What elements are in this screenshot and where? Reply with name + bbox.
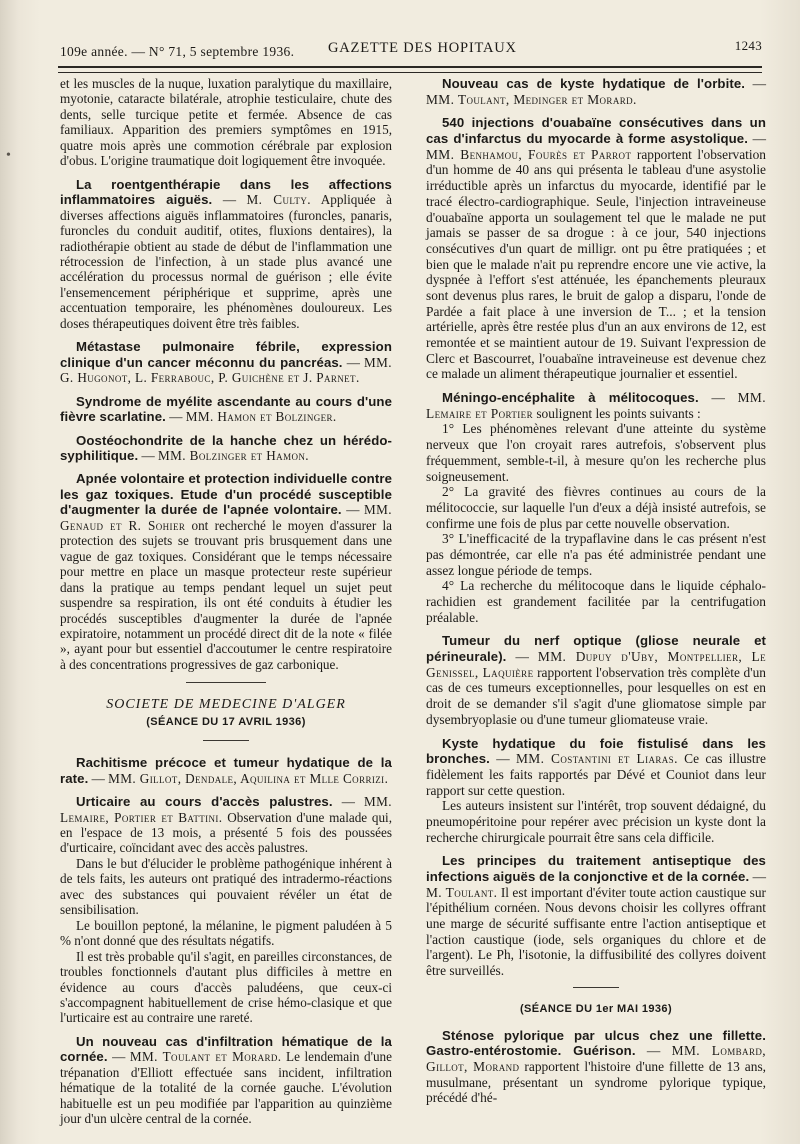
article: Métastase pulmonaire fébrile, expression clinique d'un cancer méconnu du pancréas. — MM. G. Hugonot, L. Ferrabouc, P. Guichène et J. Parnet. (60, 339, 392, 386)
article-author: MM. Genaud et R. Sohier (60, 502, 392, 533)
article-author: MM. Bolzinger et Hamon. (158, 447, 309, 463)
paragraph: et les muscles de la nuque, luxation paralytique du maxillaire, myotonie, cataracte bilatérale, atrophie testiculaire, chute des dents, selle turcique petite et fermée. Absence de cas familiaux. Apparition des premiers symptômes en 1915, quatre mois après une commotion cérébrale par explosion d'obus. L'origine traumatique doit logiquement être invoquée. (60, 76, 392, 169)
article-title: Rachitisme précoce et tumeur hydatique de la rate. (60, 755, 392, 786)
article: Kyste hydatique du foie fistulisé dans les bronches. — MM. Costantini et Liaras. Ce cas illustre fidèlement les faits rapportés par Dévé et Couniot dans leur rapport sur cette question. (426, 735, 766, 798)
margin-mark: • (6, 148, 11, 163)
article-text: rapportent l'observation d'un homme de 40 ans qui présenta le tableau d'une asystolie irréductible après un infarctus du myocarde, identifié par le tracé électro-cardiographique. Seule, l'injection intraveineuse d'ouabaïne apporta un soulagement tel que le malade ne put jamais se passer de sa drogue : à ce jour, 540 injections consécutives d'un quart de milligr. ont pu être pratiquées ; et bien que le malade n'ait pu reprendre encore une vie active, la dyspnée à l'effort s'est atténuée, les épanchements pleuraux sont devenus plus rares, le bruit de galop a disparu, l'onde de Pardée a fait place à une inversion de T... ; et la tension artérielle, après être restée plus d'un an aux environs de 12, est remontée et se maintient autour de 19. Suivant l'expression de Clerc et Bascourret, l'ouabaïne intraveineuse est devenue chez ce malade un aliment thérapeutique journalier et essentiel. (426, 146, 766, 382)
article-title: 540 injections d'ouabaïne consécutives dans un cas d'infarctus du myocarde à forme asystolique. (426, 115, 766, 147)
article-text: soulignent les points suivants : (536, 405, 701, 421)
page-header (60, 38, 762, 62)
article-title: Sténose pylorique par ulcus chez une fillette. Gastro-entérostomie. Guérison. (426, 1027, 766, 1059)
article: Un nouveau cas d'infiltration hématique de la cornée. — MM. Toulant et Morard. Le lendemain d'une trépanation d'Elliott effectuée sans incident, infiltration hématique de la totalité de la cornée gauche. L'évolution habituelle est un peu modifiée par l'apparition au quinzième jour d'un ulcère central de la cornée. (60, 1033, 392, 1127)
article-title: Tumeur du nerf optique (gliose neurale et périneurale). (426, 633, 766, 665)
article-text: Appliquée à diverses affections aiguës inflammatoires (furoncles, panaris, furoncles du conduit auditif, otites, fluxions dentaires), la radiothérapie obtient au stade de début de l'inflammation une rétrocession de l'infection, à un stade plus avancé une accélération du processus normal de guérison ; elle évite l'ensemencement périphérique et supprime, après une accentuation temporaire, les phénomènes douloureux. Les doses thérapeutiques doivent être très faibles. (60, 192, 392, 331)
article-title: Un nouveau cas d'infiltration hématique de la cornée. (60, 1033, 392, 1065)
right-column (426, 76, 766, 1114)
article: Syndrome de myélite ascendante au cours d'une fièvre scarlatine. — MM. Hamon et Bolzinger. (60, 393, 392, 425)
article-author: MM. Hamon et Bolzinger. (185, 409, 337, 425)
article-text: ont recherché le moyen d'assurer la protection des sujets se trouvant pris brusquement dans une vague de gaz toxiques. Considérant que le temps nécessaire pour mettre en place un masque protecteur reste supérieur dans la pratique au temps pendant lequel un sujet peut suspendre sa respiration, ils ont été conduits à étudier les procédés susceptibles d'augmenter la durée de l'apnée expiratoire, notamment un procédé direct dit de la note « filée », ayant pour but essentiel d'accoutumer le centre respiratoire à des concentrations progressives de gaz carbonique. (60, 517, 392, 672)
article-author: MM. Lemaire et Portier (426, 390, 766, 421)
article-title: Métastase pulmonaire fébrile, expression clinique d'un cancer méconnu du pancréas. (60, 339, 392, 370)
article-author: MM. Lombard, Gillot, Morand (426, 1043, 766, 1074)
header-rule (58, 66, 762, 73)
issue-line: 109e année. — N° 71, 5 septembre 1936. (60, 44, 295, 59)
session-date: (SÉANCE DU 1er MAI 1936) (519, 1002, 673, 1015)
article-title: Urticaire au cours d'accès palustres. (76, 794, 333, 810)
society-title: SOCIETE DE MEDECINE D'ALGER (106, 697, 346, 713)
article-title: Kyste hydatique du foie fistulisé dans les bronches. (426, 735, 766, 767)
article: Apnée volontaire et protection individuelle contre les gaz toxiques. Etude d'un procédé susceptible d'augmenter la durée de l'apnée volontaire. — MM. Genaud et R. Sohier ont recherché le moyen d'assurer la protection des sujets se trouvant pris brusquement dans une vague de gaz toxiques. Considérant que le temps nécessaire pour mettre en place un masque protecteur reste supérieur dans la pratique au temps pendant lequel un sujet peut suspendre sa respiration, ils ont été conduits à étudier les procédés susceptibles d'augmenter la durée de l'apnée expiratoire, notamment un procédé direct dit de la note « filée », ayant pour but essentiel d'accoutumer le centre respiratoire à des concentrations progressives de gaz carbonique. (60, 471, 392, 672)
article: Les principes du traitement antiseptique des infections aiguës de la conjonctive et de la cornée. — M. Toulant. Il est important d'éviter toute action caustique sur l'épithélium cornéen. Nous devons choisir les collyres offrant une marge de sécurité suffisante entre l'action antiseptique et l'action caustique (iode, sels organiques du chlore et de l'argent). Le Ph, l'isotonie, la diffusibilité des collyres doivent être surveillés. (426, 853, 767, 979)
article-text: Il est important d'éviter toute action caustique sur l'épithélium cornéen. Nous devons choisir les collyres offrant une marge de sécurité suffisante entre l'action antiseptique et l'action caustique (iode, sels organiques du chlore et de l'argent). Le Ph, l'isotonie, la diffusibilité des collyres doivent être surveillés. (426, 884, 766, 979)
article-title: Apnée volontaire et protection individuelle contre les gaz toxiques. Etude d'un procédé susceptible d'augmenter la durée de l'apnée volontaire. (60, 471, 392, 518)
article-text: Ce cas illustre fidèlement les faits rapportés par Dévé et Couniot dans leur rapport sur cette question. (426, 751, 766, 798)
article-text: Le lendemain d'une trépanation d'Elliott effectuée sans incident, infiltration hématique de la totalité de la cornée gauche. L'évolution habituelle est un peu modifiée par l'apparition au quinzième jour d'un ulcère central de la cornée. (60, 1049, 392, 1127)
article-author: MM. G. Hugonot, L. Ferrabouc, P. Guichène et J. Parnet. (60, 354, 392, 386)
article: Méningo-encéphalite à mélitocoques. — MM. Lemaire et Portier soulignent les points suivants : (426, 390, 766, 421)
article-text: rapportent l'observation très complète d'un cas de ces tumeurs exceptionnelles, pour lesquelles on est en droit de se demander s'il s'agit d'une gliomatose simple par dysembryoplasie ou d'une tumeur gliomateuse vraie. (426, 664, 766, 727)
article-title: Nouveau cas de kyste hydatique de l'orbite. (442, 76, 746, 91)
article: Urticaire au cours d'accès palustres. — MM. Lemaire, Portier et Battini. Observation d'une malade qui, en l'espace de 13 mois, a présenté 5 fois des poussées d'urticaire, coïncidant avec des accès palustres. (60, 794, 392, 856)
article-author: MM. Toulant et Morard. (129, 1049, 282, 1065)
article: Nouveau cas de kyste hydatique de l'orbite. — MM. Toulant, Medinger et Morard. (426, 76, 766, 107)
list-item: 1° Les phénomènes relevant d'une atteinte du système nerveux que l'on croyait rares autrefois, s'observent plus fréquemment, semble-t-il, à mesure qu'on les recherche plus soigneusement. (426, 421, 766, 484)
list-item: 3° L'inefficacité de la trypaflavine dans le cas présent n'est pas démontrée, car elle n'a pas été administrée pendant une assez longue période de temps. (426, 531, 766, 578)
article: 540 injections d'ouabaïne consécutives dans un cas d'infarctus du myocarde à forme asystolique. — MM. Benhamou, Fourès et Parrot rapportent l'observation d'un homme de 40 ans qui présenta le tableau d'une asystolie irréductible après un infarctus du myocarde, identifié par le tracé électro-cardiographique. Seule, l'injection intraveineuse d'ouabaïne apporta un soulagement tel que le malade ne put jamais se passer de sa drogue : à ce jour, 540 injections consécutives d'un quart de milligr. ont pu être pratiquées ; et bien que le malade n'ait pu reprendre encore une vie active, la dyspnée à l'effort s'est atténuée, les épanchements pleuraux sont devenus plus rares, le bruit de galop a disparu, l'onde de Pardée a fait place à une inversion de T... ; et la tension artérielle, après être restée plus d'un an aux environs de 12, est remontée et se maintient autour de 19. Suivant l'expression de Clerc et Bascourret, l'ouabaïne intraveineuse est devenue chez ce malade un aliment thérapeutique journalier et essentiel. (426, 115, 766, 382)
paragraph: Dans le but d'élucider le problème pathogénique inhérent à de tels faits, les auteurs ont pratiqué des intradermo-réactions avec des substances qui pouvaient révéler un état de sensibilisation. (60, 855, 392, 918)
article: Tumeur du nerf optique (gliose neurale et périneurale). — MM. Dupuy d'Uby, Montpellier, Le Genissel, Laquière rapportent l'observation très complète d'un cas de ces tumeurs exceptionnelles, pour lesquelles on est en droit de se demander s'il s'agit d'une gliomatose simple par dysembryoplasie ou d'une tumeur gliomateuse vraie. (426, 633, 766, 727)
article-title: Oostéochondrite de la hanche chez un hérédo-syphilitique. (60, 432, 392, 463)
section-divider (203, 740, 249, 741)
article-title: Méningo-encéphalite à mélitocoques. (442, 390, 699, 406)
section-divider (186, 682, 266, 683)
article-author: MM. Dupuy d'Uby, Montpellier, Le Genissel, Laquière (426, 649, 766, 680)
page-number: 1243 (734, 38, 762, 53)
list-item: 2° La gravité des fièvres continues au cours de la mélitococcie, sur laquelle l'un d'eux a déjà insisté autrefois, se confirme une fois de plus par cette nouvelle observation. (426, 484, 766, 531)
article-author: M. Toulant. (426, 884, 498, 900)
article: Oostéochondrite de la hanche chez un hérédo-syphilitique. — MM. Bolzinger et Hamon. (60, 432, 392, 463)
article-text: Observation d'une malade qui, en l'espace de 13 mois, a présenté 5 fois des poussées d'urticaire, coïncidant avec des accès palustres. (60, 809, 392, 856)
article: Rachitisme précoce et tumeur hydatique de la rate. — MM. Gillot, Dendale, Aquilina et Mlle Corrizi. (60, 755, 392, 786)
article: La roentgenthérapie dans les affections inflammatoires aiguës. — M. Culty. Appliquée à diverses affections aiguës inflammatoires (furoncles, panaris, furoncles du conduit auditif, otites, fluxions dentaires), la radiothérapie obtient au stade de début de l'inflammation une rétrocession de l'infection, à un stade plus avancé une accélération du processus normal de guérison ; elle évite l'ensemencement périphérique et supprime, après une accentuation temporaire, les phénomènes douloureux. Les doses thérapeutiques doivent être très faibles. (60, 176, 392, 331)
paragraph: Les auteurs insistent sur l'intérêt, trop souvent dédaigné, du pneumopéritoine pour repérer avec précision un kyste dont la recherche chirurgicale pourrait être sans cela difficile. (426, 798, 766, 845)
article-title: Syndrome de myélite ascendante au cours d'une fièvre scarlatine. (60, 393, 392, 425)
journal-title: GAZETTE DES HOPITAUX (328, 40, 517, 56)
article-title: La roentgenthérapie dans les affections inflammatoires aiguës. (60, 176, 392, 208)
article-text: rapportent l'histoire d'une fillette de 13 ans, musulmane, présentant un syndrome pylorique typique, précédé d'hé- (426, 1058, 767, 1106)
list-item: 4° La recherche du mélitocoque dans le liquide céphalo-rachidien est grandement facilitée par la centrifugation préalable. (426, 578, 766, 625)
paragraph: Le bouillon peptoné, la mélanine, le pigment paludéen à 5 % n'ont donné que des résultats négatifs. (60, 917, 392, 949)
session-date: (SÉANCE DU 17 AVRIL 1936) (146, 715, 306, 728)
article: Sténose pylorique par ulcus chez une fillette. Gastro-entérostomie. Guérison. — MM. Lombard, Gillot, Morand rapportent l'histoire d'une fillette de 13 ans, musulmane, présentant un syndrome pylorique typique, précédé d'hé- (426, 1027, 767, 1106)
paragraph: Il est très probable qu'il s'agit, en pareilles circonstances, de troubles fonctionnels d'autant plus difficiles à mettre en évidence au cours d'accès paludéens, que ceux-ci s'accompagnent habituellement de crise hémo-clasique et que l'urticaire est au contraire une rareté. (60, 948, 392, 1026)
article-author: MM. Gillot, Dendale, Aquilina et Mlle Corrizi. (108, 770, 389, 786)
left-column (60, 76, 392, 1135)
article-author: MM. Benhamou, Fourès et Parrot (426, 146, 632, 162)
article-author: MM. Costantini et Liaras. (515, 751, 678, 767)
section-divider (573, 987, 619, 988)
article-author: MM. Lemaire, Portier et Battini. (60, 794, 392, 825)
article-title: Les principes du traitement antiseptique des infections aiguës de la conjonctive et de la cornée. (426, 853, 766, 884)
article-author: M. Culty. (246, 192, 311, 208)
article-author: MM. Toulant, Medinger et Morard. (426, 91, 637, 107)
